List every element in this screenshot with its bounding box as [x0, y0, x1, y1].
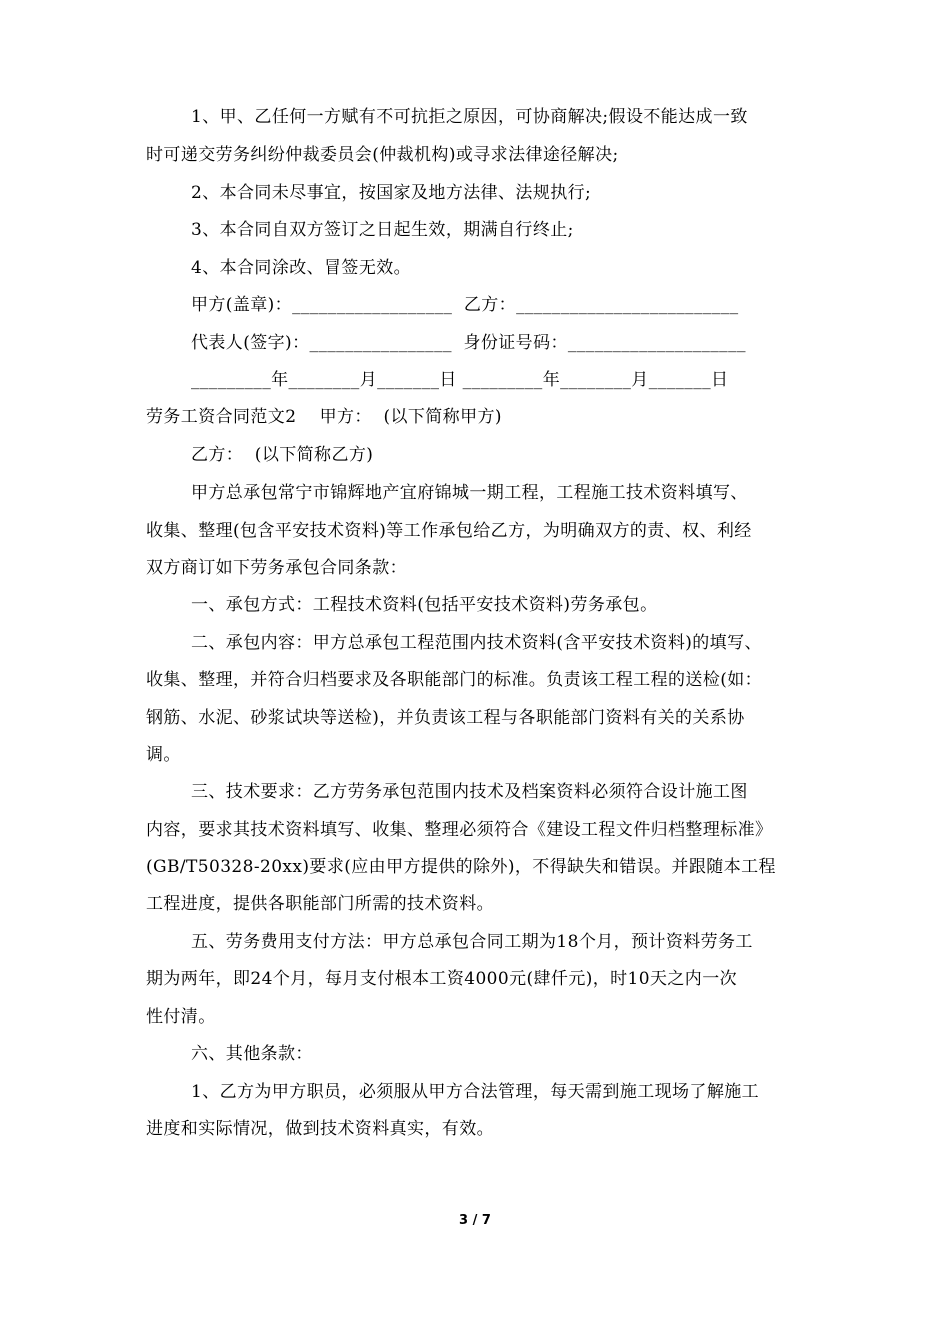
section-2-line-4: 调。	[146, 745, 181, 765]
section-3-line-2: 内容，要求其技术资料填写、收集、整理必须符合《建设工程文件归档整理标准》	[146, 820, 773, 840]
section-1: 一、承包方式：工程技术资料(包括平安技术资料)劳务承包。	[191, 595, 658, 615]
section-2-line-1: 二、承包内容：甲方总承包工程范围内技术资料(含平安技术资料)的填写、	[191, 633, 762, 653]
section-3-line-4: 工程进度，提供各职能部门所需的技术资料。	[146, 894, 494, 914]
clause-4: 4、本合同涂改、冒签无效。	[191, 258, 412, 278]
party-b-line: 乙方： (以下简称乙方)	[191, 445, 374, 465]
section-3-line-3: (GB/T50328-20xx)要求(应由甲方提供的除外)，不得缺失和错误。并跟随本工程	[146, 857, 776, 877]
section-3-line-1: 三、技术要求：乙方劳务承包范围内技术及档案资料必须符合设计施工图	[191, 782, 748, 802]
clause-3: 3、本合同自双方签订之日起生效，期满自行终止;	[191, 220, 574, 240]
section-6-heading: 六、其他条款：	[191, 1044, 313, 1064]
clause-2: 2、本合同未尽事宜，按国家及地方法律、法规执行;	[191, 183, 592, 203]
section-5-line-1: 五、劳务费用支付方法：甲方总承包合同工期为18个月，预计资料劳务工	[191, 932, 753, 952]
page-number: 3 / 7	[459, 1213, 491, 1228]
clause-1-line-2: 时可递交劳务纠纷仲裁委员会(仲裁机构)或寻求法律途径解决;	[146, 145, 619, 165]
intro-line-1: 甲方总承包常宁市锦辉地产宜府锦城一期工程，工程施工技术资料填写、	[191, 483, 748, 503]
signature-party-row: 甲方(盖章)：__________________ 乙方：_________________________	[191, 295, 739, 315]
section-2-line-3: 钢筋、水泥、砂浆试块等送检)，并负责该工程与各职能部门资料有关的关系协	[146, 708, 745, 728]
signature-representative-row: 代表人(签字)：________________ 身份证号码：____________________	[191, 333, 746, 353]
signature-date-row: _________年________月_______日 _________年________月_______日	[191, 370, 729, 390]
intro-line-3: 双方商订如下劳务承包合同条款：	[146, 558, 407, 578]
section-5-line-2: 期为两年，即24个月，每月支付根本工资4000元(肆仟元)，时10天之内一次	[146, 969, 737, 989]
section-6-item-1-line-1: 1、乙方为甲方职员，必须服从甲方合法管理，每天需到施工现场了解施工	[191, 1082, 760, 1102]
clause-1-line-1: 1、甲、乙任何一方赋有不可抗拒之原因，可协商解决;假设不能达成一致	[191, 107, 748, 127]
section-5-line-3: 性付清。	[146, 1007, 216, 1027]
intro-line-2: 收集、整理(包含平安技术资料)等工作承包给乙方，为明确双方的责、权、利经	[146, 521, 752, 541]
section-6-item-1-line-2: 进度和实际情况，做到技术资料真实，有效。	[146, 1119, 494, 1139]
section-2-line-2: 收集、整理，并符合归档要求及各职能部门的标准。负责该工程工程的送检(如：	[146, 670, 763, 690]
contract-2-heading: 劳务工资合同范文2 甲方： (以下简称甲方)	[146, 407, 502, 427]
